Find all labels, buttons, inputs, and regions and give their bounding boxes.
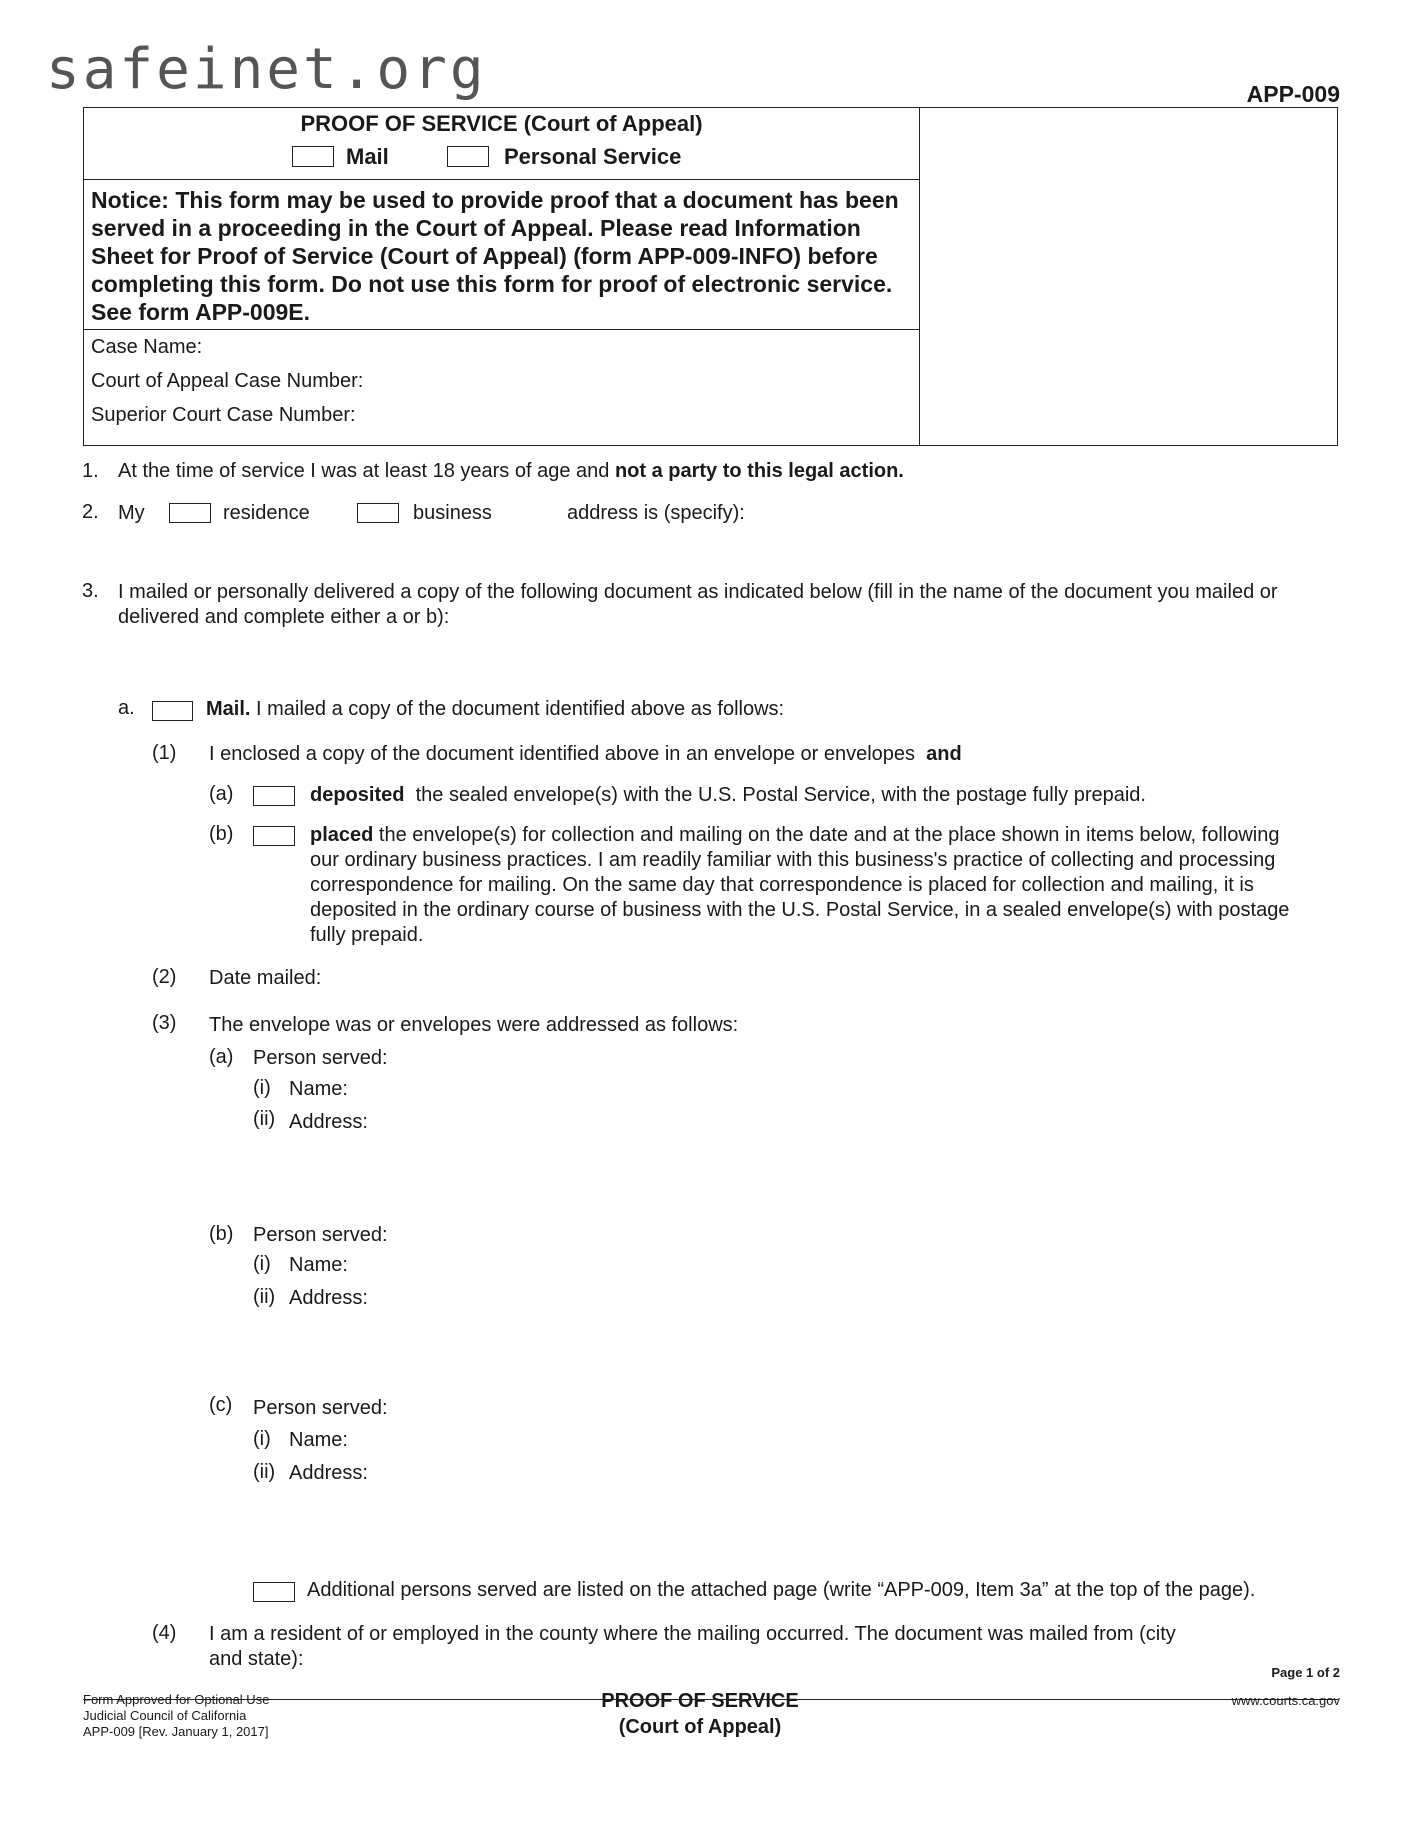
header-rule-2 <box>83 329 920 330</box>
item2-number: 2. <box>82 501 99 523</box>
sub1a-text <box>310 783 1146 808</box>
address-specify-label: address is (specify): <box>567 502 745 524</box>
person-b-ii: (ii) <box>253 1286 276 1308</box>
item1-number: 1. <box>82 460 99 482</box>
header-divider <box>919 107 920 446</box>
person-c-address-label: Address: <box>289 1462 368 1484</box>
person-c-number: (c) <box>209 1394 233 1416</box>
item3-text: I mailed or personally delivered a copy of the following document as indicated below (fill in the name of the document you mailed or delivered and complete either a or b): <box>118 581 1278 628</box>
sub1-text <box>209 742 962 767</box>
footer-approved: Form Approved for Optional Use <box>83 1692 270 1707</box>
residence-checkbox[interactable] <box>169 503 211 523</box>
person-b-label: Person served: <box>253 1224 388 1246</box>
placed-statement: the envelope(s) for collection and mailing on the date and at the place shown in items below, following our ordinary business practices. I am readily familiar with this business's practice of collecting and processing correspondence for mailing. On the same day that correspondence is placed for collection and mailing, it is deposited in the ordinary course of business with the U.S. Postal Service, in a sealed envelope(s) with postage fully prepaid. <box>310 824 1290 946</box>
sub1b-text <box>310 823 1310 948</box>
person-a-address-label: Address: <box>289 1111 368 1133</box>
sub4-number: (4) <box>152 1622 177 1644</box>
business-label: business <box>413 502 492 524</box>
notice-text: Notice: This form may be used to provide proof that a document has been served in a proceeding in the Court of Appeal. Please read Information Sheet for Proof of Service (Court of Appeal) (form APP-009-INFO) before completing this form. Do not use this form for proof of electronic service. See form APP-009E. <box>91 187 899 325</box>
person-c-name-label: Name: <box>289 1429 348 1451</box>
sub4-text: I am a resident of or employed in the county where the mailing occurred. The document was mailed from (city and state): <box>209 1623 1176 1670</box>
person-b-address-label: Address: <box>289 1287 368 1309</box>
coa-case-number-label: Court of Appeal Case Number: <box>91 370 364 392</box>
deposited-statement: the sealed envelope(s) with the U.S. Postal Service, with the postage fully prepaid. <box>415 784 1146 806</box>
placed-checkbox[interactable] <box>253 826 295 846</box>
footer-council: Judicial Council of California <box>83 1708 247 1723</box>
footer-title-line1: PROOF OF SERVICE <box>601 1690 799 1712</box>
form-number: APP-009 <box>1246 81 1340 107</box>
person-b-number: (b) <box>209 1223 234 1245</box>
sub2-number: (2) <box>152 966 177 988</box>
case-name-label: Case Name: <box>91 336 203 358</box>
person-a-label: Person served: <box>253 1047 388 1069</box>
footer-title <box>560 1688 840 1740</box>
person-a-ii: (ii) <box>253 1108 276 1130</box>
item1-text <box>118 459 904 484</box>
sub1a-number: (a) <box>209 783 234 805</box>
person-c-i: (i) <box>253 1428 271 1450</box>
mail-checkbox[interactable] <box>292 146 334 167</box>
sub1-bold: and <box>926 743 962 765</box>
page-number: Page 1 of 2 <box>1271 1665 1340 1680</box>
footer-revision: APP-009 [Rev. January 1, 2017] <box>83 1724 269 1739</box>
item3a-statement: I mailed a copy of the document identified above as follows: <box>256 698 785 720</box>
watermark: safeinet.org <box>46 37 487 102</box>
date-mailed-label: Date mailed: <box>209 967 322 989</box>
sub3-number: (3) <box>152 1012 177 1034</box>
deposited-checkbox[interactable] <box>253 786 295 806</box>
business-checkbox[interactable] <box>357 503 399 523</box>
placed-bold: placed <box>310 824 374 846</box>
item2-my: My <box>118 502 145 524</box>
footer-url[interactable]: www.courts.ca.gov <box>1231 1693 1340 1708</box>
header-rule-1 <box>83 179 920 180</box>
item1-bold: not a party to this legal action. <box>614 460 904 482</box>
personal-service-checkbox[interactable] <box>447 146 489 167</box>
additional-persons-checkbox[interactable] <box>253 1582 295 1602</box>
additional-persons-text: Additional persons served are listed on the attached page (write “APP-009, Item 3a” at the top of the page). <box>307 1579 1256 1601</box>
mail-option-label: Mail <box>346 144 389 169</box>
person-a-name-label: Name: <box>289 1078 348 1100</box>
person-c-label: Person served: <box>253 1397 388 1419</box>
person-a-i: (i) <box>253 1077 271 1099</box>
sub1-number: (1) <box>152 742 177 764</box>
person-b-name-label: Name: <box>289 1254 348 1276</box>
form-title: PROOF OF SERVICE (Court of Appeal) <box>300 111 703 136</box>
sub3-text: The envelope was or envelopes were addressed as follows: <box>209 1014 739 1036</box>
item3a-letter: a. <box>118 697 135 719</box>
person-c-ii: (ii) <box>253 1461 276 1483</box>
person-b-i: (i) <box>253 1253 271 1275</box>
person-a-number: (a) <box>209 1046 234 1068</box>
item1-statement: At the time of service I was at least 18 years of age and <box>118 460 610 482</box>
mail-section-checkbox[interactable] <box>152 701 193 721</box>
item3-number: 3. <box>82 580 99 602</box>
superior-case-number-label: Superior Court Case Number: <box>91 404 356 426</box>
footer-title-line2: (Court of Appeal) <box>618 1716 782 1738</box>
personal-service-option-label: Personal Service <box>504 144 682 169</box>
footer-left <box>83 1692 269 1740</box>
deposited-bold: deposited <box>310 784 405 806</box>
item3a-bold: Mail. <box>206 698 251 720</box>
residence-label: residence <box>223 502 310 524</box>
sub1-statement: I enclosed a copy of the document identified above in an envelope or envelopes <box>209 743 916 765</box>
item3a-text <box>206 697 784 722</box>
sub1b-number: (b) <box>209 823 234 845</box>
